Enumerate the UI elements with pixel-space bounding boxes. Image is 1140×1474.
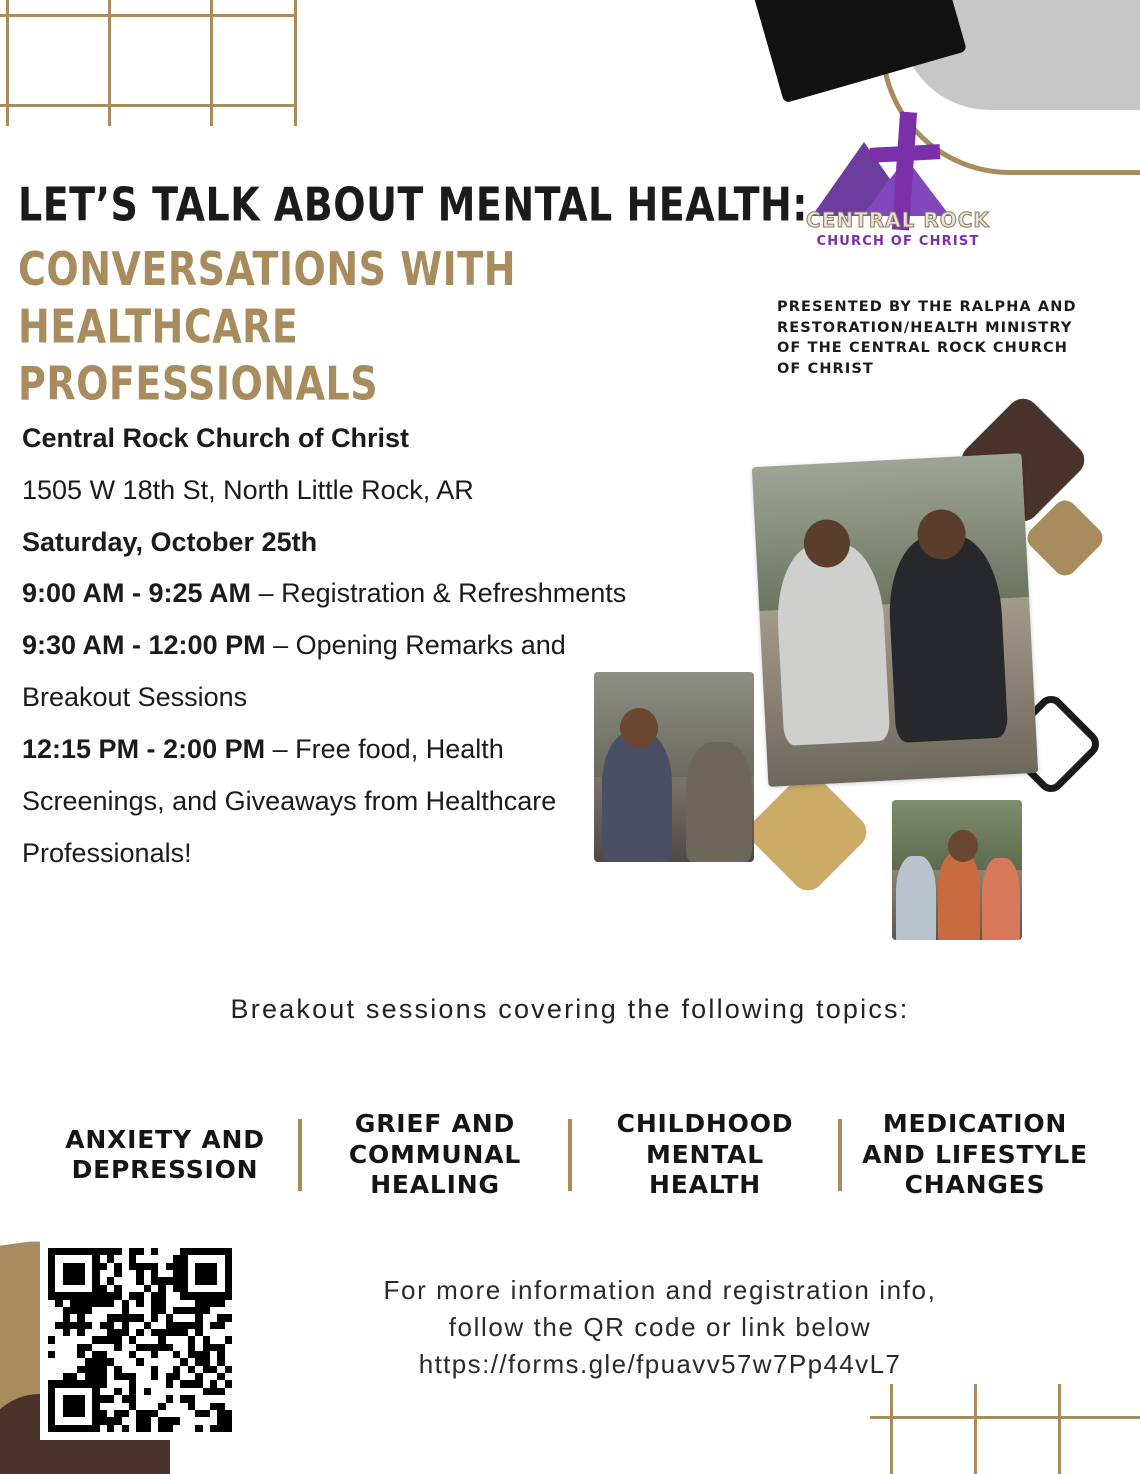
schedule-time-1: 9:00 AM - 9:25 AM: [22, 578, 252, 609]
schedule-dash-3: –: [265, 733, 296, 764]
venue-name: Central Rock Church of Christ: [22, 423, 410, 453]
photo-children: [892, 800, 1022, 940]
presented-by-text: PRESENTED BY THE RALPHA AND RESTORATION/HEALTH MINISTRY OF THE CENTRAL ROCK CHURCH OF CHRIST: [777, 299, 1077, 377]
schedule-activity-3: Free food, Health Screenings, and Giveaways from Healthcare Professionals!: [22, 733, 557, 868]
central-rock-logo: [800, 108, 1000, 273]
logo-subtitle: CHURCH OF CHRIST: [816, 234, 980, 249]
venue-address: 1505 W 18th St, North Little Rock, AR: [22, 474, 474, 505]
topics-list: [0, 1090, 1140, 1220]
page-title: [18, 178, 808, 411]
footer-line-2: follow the QR code or link below: [448, 1311, 872, 1342]
schedule-dash-2: –: [265, 630, 296, 661]
event-details: [22, 413, 632, 879]
grid-lines-bottom-right-decoration: [870, 1384, 1140, 1474]
topic-medication-lifestyle-changes: MEDICATION AND LIFESTYLE CHANGES: [862, 1109, 1088, 1200]
registration-link[interactable]: https://forms.gle/fpuavv57w7Pp44vL7: [418, 1348, 902, 1379]
schedule-dash-1: –: [251, 578, 282, 609]
schedule-activity-1: Registration & Refreshments: [281, 578, 627, 609]
topic-anxiety-depression: ANXIETY AND DEPRESSION: [65, 1124, 265, 1184]
schedule-time-3: 12:15 PM - 2:00 PM: [22, 733, 266, 764]
gold-diamond-large-decoration: [743, 767, 873, 897]
title-line-secondary: CONVERSATIONS WITH HEALTHCARE PROFESSIONALS: [18, 242, 516, 411]
registration-info: [250, 1272, 1070, 1383]
topic-childhood-mental-health: CHILDHOOD MENTAL HEALTH: [616, 1109, 794, 1200]
topic-grief-communal-healing: GRIEF AND COMMUNAL HEALING: [348, 1109, 522, 1200]
schedule-time-2: 9:30 AM - 12:00 PM: [22, 630, 266, 661]
photo-two-men-talking: [752, 453, 1038, 787]
grid-lines-top-left-decoration: [0, 0, 296, 126]
footer-line-1: For more information and registration info,: [383, 1275, 937, 1305]
logo-name: CENTRAL ROCK: [806, 208, 990, 232]
breakout-sessions-heading: Breakout sessions covering the following topics:: [230, 994, 910, 1024]
event-date: Saturday, October 25th: [22, 526, 318, 557]
qr-code[interactable]: [40, 1240, 240, 1440]
title-line-primary: LET’S TALK ABOUT MENTAL HEALTH:: [18, 178, 808, 232]
schedule-activity-2: Opening Remarks and Breakout Sessions: [22, 630, 566, 713]
